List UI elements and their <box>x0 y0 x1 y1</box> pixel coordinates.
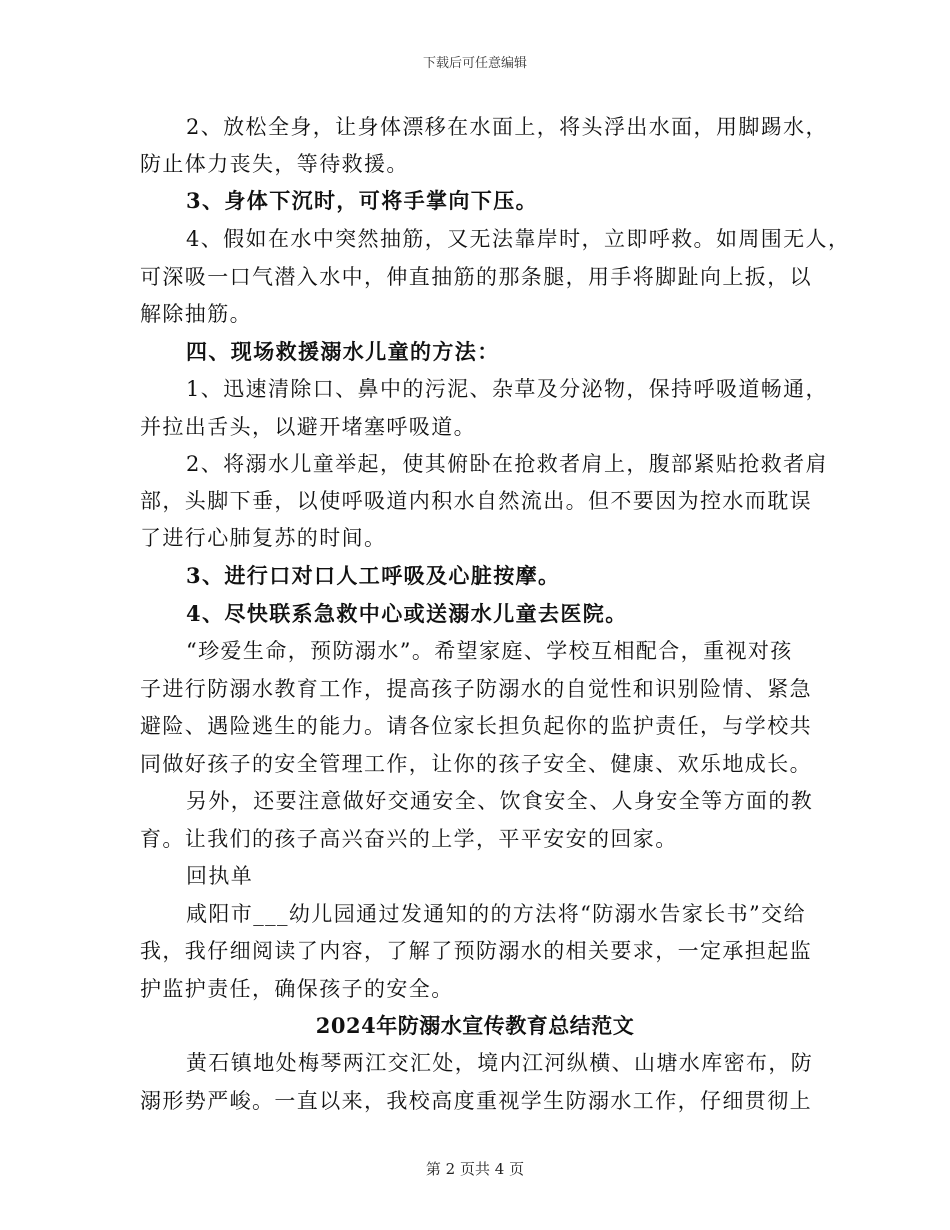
text-line: 4、尽快联系急救中心或送溺水儿童去医院。 <box>186 601 628 626</box>
text-line: 部，头脚下垂，以使呼吸道内积水自然流出。但不要因为控水而耽误 <box>140 489 812 513</box>
text-line: 2、放松全身，让身体漂移在水面上，将头浮出水面，用脚踢水， <box>186 115 828 139</box>
text-line: 同做好孩子的安全管理工作，让你的孩子安全、健康、欢乐地成长。 <box>140 752 812 776</box>
section-title: 2024年防溺水宣传教育总结范文 <box>315 1013 635 1038</box>
text-line: 3、进行口对口人工呼吸及心脏按摩。 <box>186 563 561 588</box>
text-line: 解除抽筋。 <box>140 302 252 326</box>
text-line: 了进行心肺复苏的时间。 <box>140 526 387 550</box>
text-line: 另外，还要注意做好交通安全、饮食安全、人身安全等方面的教 <box>186 789 814 813</box>
text-line: 育。让我们的孩子高兴奋兴的上学，平平安安的回家。 <box>140 827 678 851</box>
text-line: 并拉出舌头，以避开堵塞呼吸道。 <box>140 415 476 439</box>
text-line: 子进行防溺水教育工作，提高孩子防溺水的自觉性和识别险情、紧急 <box>140 677 812 701</box>
text-line: 4、假如在水中突然抽筋，又无法靠岸时，立即呼救。如周围无人， <box>186 227 851 251</box>
text-line: 1、迅速清除口、鼻中的污泥、杂草及分泌物，保持呼吸道畅通， <box>186 377 828 401</box>
text-line: 2、将溺水儿童举起，使其俯卧在抢救者肩上，腹部紧贴抢救者肩 <box>186 452 828 476</box>
text-line: 避险、遇险逃生的能力。请各位家长担负起你的监护责任，与学校共 <box>140 714 812 738</box>
text-line: 护监护责任，确保孩子的安全。 <box>140 977 454 1001</box>
text-line: 溺形势严峻。一直以来，我校高度重视学生防溺水工作，仔细贯彻上 <box>140 1089 812 1113</box>
text-line: 黄石镇地处梅琴两江交汇处，境内江河纵横、山塘水库密布，防 <box>186 1051 814 1075</box>
page-footer: 第 2 页共 4 页 <box>425 1160 525 1178</box>
text-line: 我，我仔细阅读了内容，了解了预防溺水的相关要求，一定承担起监 <box>140 939 812 963</box>
text-line: “珍爱生命，预防溺水”。希望家庭、学校互相配合，重视对孩 <box>186 639 793 663</box>
text-line: 防止体力丧失，等待救援。 <box>140 152 409 176</box>
text-line: 3、身体下沉时，可将手掌向下压。 <box>186 188 539 213</box>
text-line: 咸阳市___幼儿园通过发通知的的方法将“防溺水告家长书”交给 <box>186 902 806 926</box>
page-header: 下载后可任意编辑 <box>422 56 527 71</box>
text-line: 可深吸一口气潜入水中，伸直抽筋的那条腿，用手将脚趾向上扳，以 <box>140 265 812 289</box>
text-line: 回执单 <box>186 864 254 888</box>
text-line: 四、现场救援溺水儿童的方法： <box>186 339 500 364</box>
